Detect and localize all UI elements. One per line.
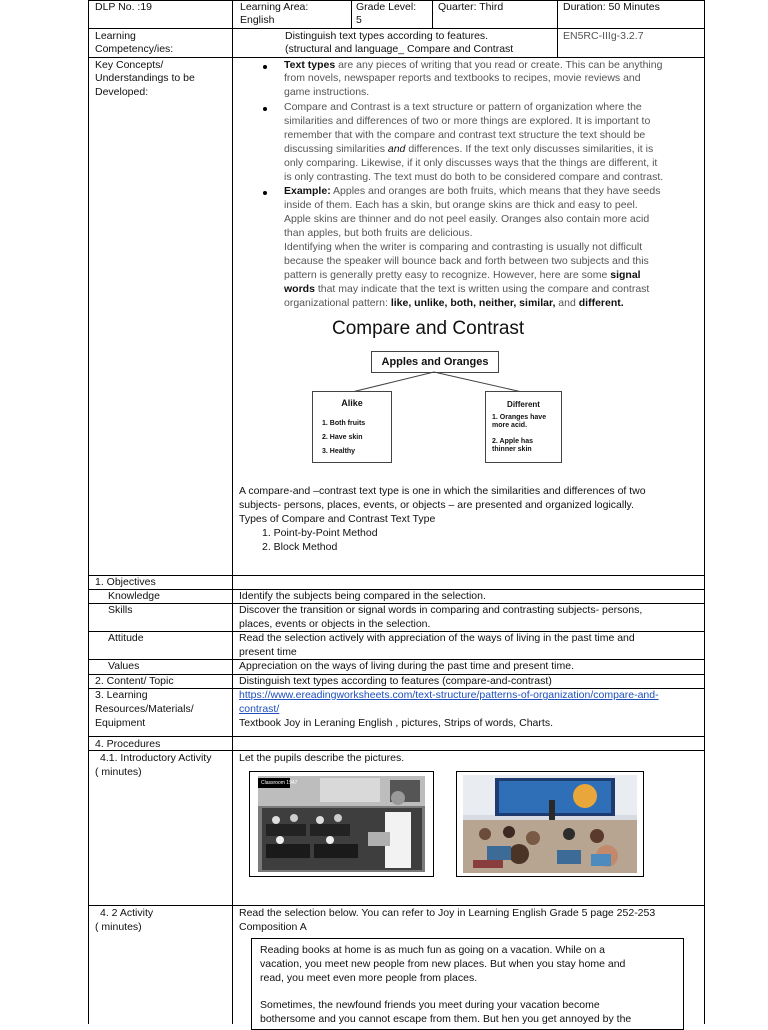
old-classroom-photo xyxy=(249,771,434,877)
diagram-title: Compare and Contrast xyxy=(332,318,525,339)
passage-line-5: bothersome and you cannot escape from them. But hen you get annoyed by the xyxy=(260,1013,632,1025)
resources-text: Textbook Joy in Leraning English , pictures, Strips of words, Charts. xyxy=(239,717,553,729)
grade-level-label: Grade Level: xyxy=(356,1,417,13)
bullet-1 xyxy=(263,65,267,69)
content-text: Distinguish text types according to features (compare-and-contrast) xyxy=(239,675,552,687)
competency-label: Learning xyxy=(95,30,136,42)
learning-area-value: English xyxy=(240,14,275,26)
diagram-root-label: Apples and Oranges xyxy=(381,356,489,368)
passage-line-1: Reading books at home is as much fun as going on a vacation. While on a xyxy=(260,944,605,956)
different-title: Different xyxy=(507,400,540,409)
resource-link-2[interactable]: contrast/ xyxy=(239,703,280,715)
definition-line-2: subjects- persons, places, events, or objects – are presented and organized logically. xyxy=(239,499,634,511)
grade-level-value: 5 xyxy=(356,14,362,26)
passage-line-4: Sometimes, the newfound friends you meet during your vacation become xyxy=(260,999,600,1011)
attitude-text-2: present time xyxy=(239,646,297,658)
quarter: Quarter: Third xyxy=(438,1,504,13)
method-2: 2. Block Method xyxy=(262,541,338,553)
old-classroom-caption: Classroom 1947 xyxy=(261,780,298,786)
intro-activity-minutes: ( minutes) xyxy=(95,766,142,778)
competency-code: EN5RC-IIIg-3.2.7 xyxy=(563,30,644,42)
key-concepts-label-2: Understandings to be xyxy=(95,72,195,84)
knowledge-text: Identify the subjects being compared in the selection. xyxy=(239,590,486,602)
old-classroom-image xyxy=(250,772,433,876)
bullet-2-line-4: discussing similarities and differences. If the text only discusses similarities, it is xyxy=(284,143,654,155)
learning-area-label: Learning Area: xyxy=(240,1,309,13)
resource-link[interactable]: https://www.ereadingworksheets.com/text-structure/patterns-of-organization/compare-and- xyxy=(239,689,659,701)
modern-classroom-photo xyxy=(456,771,644,877)
bullet-2 xyxy=(263,107,267,111)
resources-label-3: Equipment xyxy=(95,717,146,729)
key-concepts-label: Key Concepts/ xyxy=(95,59,164,71)
content-label: 2. Content/ Topic xyxy=(95,675,174,687)
skills-text-2: places, events or objects in the selection. xyxy=(239,618,431,630)
resources-label: 3. Learning xyxy=(95,689,148,701)
bullet-2-line-1: Compare and Contrast is a text structure or pattern of organization where the xyxy=(284,101,642,113)
skills-label: Skills xyxy=(108,604,133,616)
method-1: 1. Point-by-Point Method xyxy=(262,527,378,539)
modern-classroom-image xyxy=(457,772,643,876)
passage-line-2: vacation, you meet new people from new places. But when you stay home and xyxy=(260,958,626,970)
different-item-1-cont: more acid. xyxy=(492,422,528,429)
bullet-3-line-3: Apple skins are thinner and do not peel easily. Oranges also contain more acid xyxy=(284,213,650,225)
bullet-2-line-3: remember that with the compare and contrast text structure the text should be xyxy=(284,129,646,141)
signal-para-line-1: Identifying when the writer is comparing and contrasting is usually not difficult xyxy=(284,241,643,253)
dlp-number: DLP No. :19 xyxy=(95,1,153,13)
diagram-alike-box xyxy=(312,391,392,463)
different-item-1: 1. Oranges have xyxy=(492,414,547,421)
bullet-1-line-1: Text types are any pieces of writing that you read or create. This can be anything xyxy=(284,59,663,71)
definition-line-1: A compare-and –contrast text type is one in which the similarities and differences of two xyxy=(239,485,646,497)
signal-para-line-4: words that may indicate that the text is written using the compare and contrast xyxy=(284,283,650,295)
signal-para-line-3: pattern is generally pretty easy to recognize. However, here are some signal xyxy=(284,269,641,281)
different-item-2-cont: thinner skin xyxy=(492,446,532,453)
values-text: Appreciation on the ways of living during the past time and present time. xyxy=(239,660,575,672)
passage-line-3: read, you meet even more people from places. xyxy=(260,972,478,984)
types-heading: Types of Compare and Contrast Text Type xyxy=(239,513,436,525)
bullet-3 xyxy=(263,191,267,195)
competency-label-2: Competency/ies: xyxy=(95,43,174,55)
attitude-text: Read the selection actively with appreciation of the ways of living in the past time and xyxy=(239,632,635,644)
signal-para-line-5: organizational pattern: like, unlike, both, neither, similar, and different. xyxy=(284,297,624,309)
bullet-1-line-2: from novels, newspaper reports and textbooks to recipes, movie reviews and xyxy=(284,72,641,84)
signal-para-line-2: because the speaker will bounce back and forth between two subjects and this xyxy=(284,255,649,267)
bullet-1-line-3: game instructions. xyxy=(284,86,370,98)
bullet-2-line-6: is only contrasting. The text must do both to be considered compare and contrast. xyxy=(284,171,664,183)
activity-text: Read the selection below. You can refer to Joy in Learning English Grade 5 page 252-253 xyxy=(239,907,656,919)
alike-item-2: 2. Have skin xyxy=(322,434,363,441)
bullet-2-line-5: only comparing. Likewise, if it only discusses ways that the things are different, it xyxy=(284,157,658,169)
activity-minutes: ( minutes) xyxy=(95,921,142,933)
intro-activity-text: Let the pupils describe the pictures. xyxy=(239,752,405,764)
objectives-label: 1. Objectives xyxy=(95,576,156,588)
bullet-3-line-4: than apples, but both fruits are delicious. xyxy=(284,227,473,239)
procedures-label: 4. Procedures xyxy=(95,738,161,750)
knowledge-label: Knowledge xyxy=(108,590,160,602)
competency-text-2: (structural and language_ Compare and Contrast xyxy=(285,43,514,55)
competency-text: Distinguish text types according to features. xyxy=(285,30,489,42)
intro-activity-label: 4.1. Introductory Activity xyxy=(100,752,212,764)
resources-label-2: Resources/Materials/ xyxy=(95,703,194,715)
bullet-2-line-2: similarities and differences of two or more things are explored. It is important to xyxy=(284,115,651,127)
attitude-label: Attitude xyxy=(108,632,144,644)
diagram-different-box xyxy=(485,391,562,463)
bullet-3-line-1: Example: Apples and oranges are both fruits, which means that they have seeds xyxy=(284,185,661,197)
different-item-2: 2. Apple has xyxy=(492,438,533,445)
skills-text: Discover the transition or signal words in comparing and contrasting subjects- persons, xyxy=(239,604,643,616)
alike-item-1: 1. Both fruits xyxy=(322,420,366,427)
activity-text-2: Composition A xyxy=(239,921,307,933)
alike-title: Alike xyxy=(341,398,363,408)
duration: Duration: 50 Minutes xyxy=(563,1,660,13)
activity-label: 4. 2 Activity xyxy=(100,907,154,919)
alike-item-3: 3. Healthy xyxy=(322,448,356,455)
key-concepts-label-3: Developed: xyxy=(95,86,149,98)
composition-passage-box xyxy=(251,938,684,1030)
bullet-3-line-2: inside of them. Each has a skin, but orange skins are thick and easy to peel. xyxy=(284,199,638,211)
values-label: Values xyxy=(108,660,140,672)
